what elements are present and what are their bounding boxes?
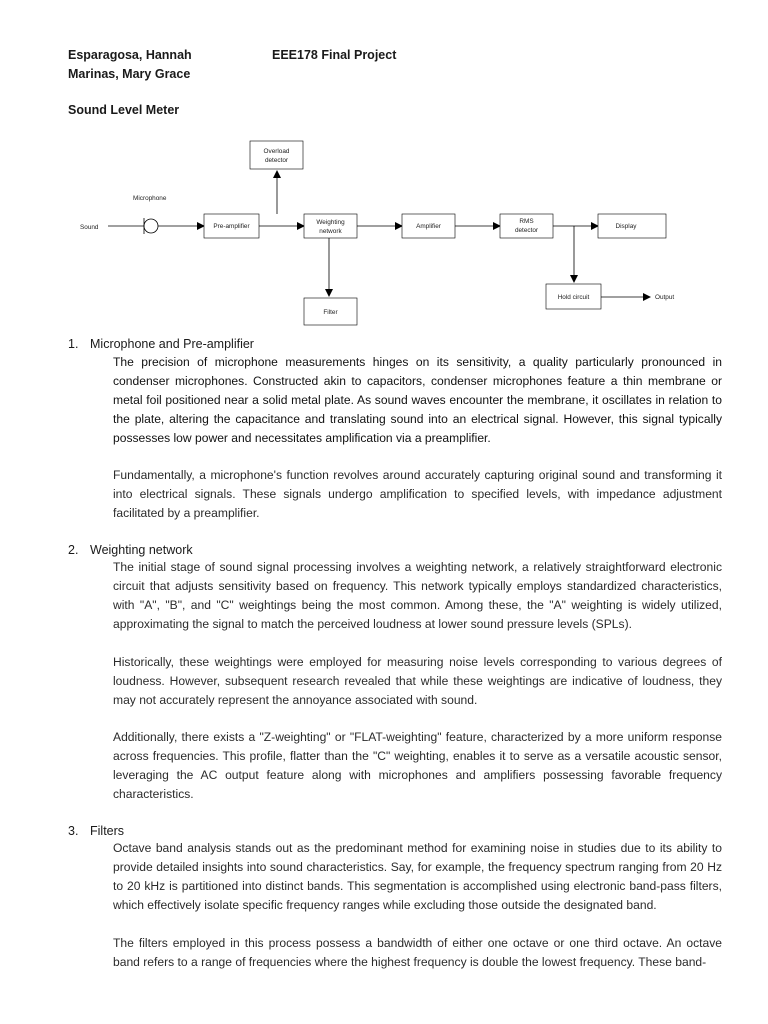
paragraph-2-3: Additionally, there exists a "Z-weighting" or "FLAT-weighting" feature, characterized by a more uniform response across frequencies. This profile, flatter than the "C" weighting, enables it to serve as a versatile acoustic sensor, leveraging the AC output feature along with microphones and amplifiers possessing favorable frequency characteristics. (113, 730, 722, 801)
course-title: EEE178 Final Project (272, 48, 397, 62)
paragraph-3-2: The filters employed in this process possess a bandwidth of either one octave or one third octave. An octave band refers to a range of frequencies where the highest frequency is double the lowest frequency. These band- (113, 936, 722, 969)
block-diagram (64, 136, 728, 332)
section-number: 2. (68, 543, 79, 557)
label-display: Display (615, 223, 637, 230)
section-title: Weighting network (90, 543, 193, 557)
document-title: Sound Level Meter (68, 103, 180, 117)
label-preamplifier: Pre-amplifier (213, 223, 250, 230)
label-microphone: Microphone (133, 195, 167, 202)
label-filter: Filter (323, 309, 338, 316)
section-title: Microphone and Pre-amplifier (90, 337, 254, 351)
label-rms-1: RMS (519, 218, 534, 225)
label-output: Output (655, 294, 675, 301)
paragraph-2-1: The initial stage of sound signal processing involves a weighting network, a relatively straightforward electronic circuit that adjusts sensitivity based on frequency. This network typically employs standardized characteristics, with "A", "B", and "C" weightings being the most common. Among these, the "A" weighting is widely utilized, approximating the signal to match the perceived loudness at lower sound pressure levels (SPLs). (113, 560, 722, 631)
author-1: Esparagosa, Hannah (68, 48, 192, 62)
microphone-icon (144, 219, 158, 233)
section-title: Filters (90, 824, 125, 838)
label-hold-circuit: Hold circuit (557, 294, 590, 301)
section-heading-1 (68, 335, 254, 353)
paragraph-2-2: Historically, these weightings were employed for measuring noise levels corresponding to various degrees of loudness. However, subsequent research revealed that while these weightings are indicative of loudness, they may not accurately represent the annoyance associated with sound. (113, 655, 722, 707)
section-heading-3 (68, 822, 124, 840)
paragraph-3-1: Octave band analysis stands out as the predominant method for examining noise in studies due to its ability to provide detailed insights into sound characteristics. Say, for example, the frequency spectrum ranging from 20 Hz to 20 kHz is partitioned into distinct bands. This segmentation is accomplished using electronic band-pass filters, which effectively isolate specific frequency ranges while excluding those outside the designated band. (113, 841, 722, 912)
label-weighting-1: Weighting (316, 219, 345, 226)
label-overload-2: detector (264, 157, 289, 164)
connector-lines (108, 171, 650, 297)
label-amplifier: Amplifier (416, 223, 441, 230)
label-weighting-2: network (319, 228, 342, 235)
author-2: Marinas, Mary Grace (68, 67, 191, 81)
paragraph-1-2: Fundamentally, a microphone's function revolves around accurately capturing original sound and transforming it into electrical signals. These signals undergo amplification to specified levels, with impedance adjustment facilitated by a preamplifier. (113, 468, 722, 520)
overload-detector-box (250, 141, 303, 169)
label-sound: Sound (80, 224, 99, 231)
label-rms-2: detector (514, 227, 539, 234)
label-overload-1: Overload (263, 148, 290, 155)
section-number: 1. (68, 337, 79, 351)
section-number: 3. (68, 824, 79, 838)
section-heading-2 (68, 541, 193, 559)
paragraph-1-1: The precision of microphone measurements hinges on its sensitivity, a quality particularly pronounced in condenser microphones. Constructed akin to capacitors, condenser microphones feature a thin membrane or metal foil positioned near a solid metal plate. As sound waves encounter the membrane, it oscillates in relation to the plate, altering the capacitance and translating sound into an electrical signal. However, this signal typically possesses low power and necessitates amplification via a preamplifier. (113, 355, 722, 445)
